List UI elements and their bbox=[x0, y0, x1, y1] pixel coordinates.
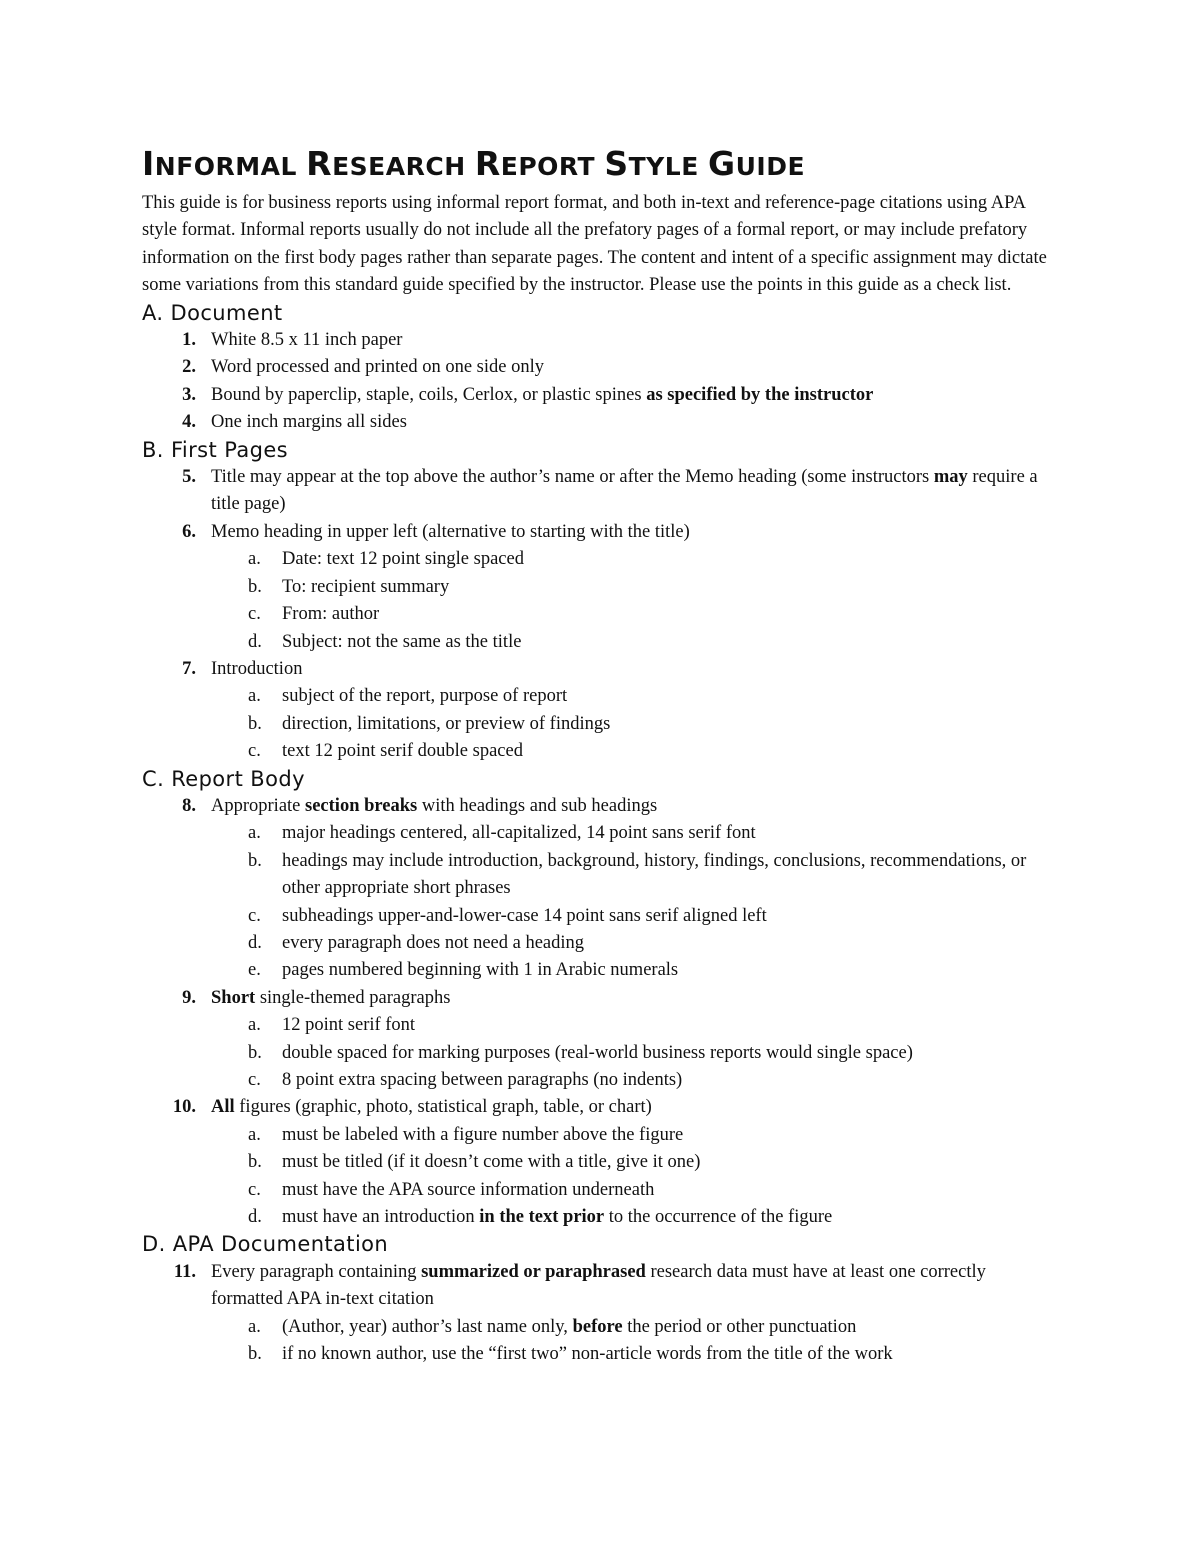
item-number: 11. bbox=[173, 1261, 196, 1282]
item-text bbox=[211, 385, 873, 405]
guide-sections bbox=[142, 300, 1062, 1369]
sub-item-text: must have the APA source information underneath bbox=[282, 1179, 655, 1200]
sub-item-text bbox=[282, 1207, 832, 1227]
item-number: 5. bbox=[182, 467, 196, 488]
sub-list-item bbox=[142, 1341, 1062, 1368]
item-number: 4. bbox=[182, 412, 196, 433]
sub-list-item bbox=[142, 957, 1062, 984]
bold-text: as specified by the instructor bbox=[646, 384, 874, 405]
sub-item-letter: b. bbox=[248, 713, 262, 734]
sub-item-text: direction, limitations, or preview of findings bbox=[282, 713, 611, 734]
sub-item-letter: b. bbox=[248, 850, 262, 871]
item-text bbox=[211, 1262, 986, 1309]
text-run: Memo heading in upper left (alternative to starting with the title) bbox=[211, 521, 690, 542]
text-run: One inch margins all sides bbox=[211, 412, 407, 433]
sub-item-letter: a. bbox=[248, 549, 261, 570]
page-title: INFORMAL RESEARCH REPORT STYLE GUIDE bbox=[142, 144, 806, 183]
item-number: 2. bbox=[182, 357, 196, 378]
item-text bbox=[211, 988, 450, 1008]
sub-item-letter: b. bbox=[248, 576, 262, 597]
text-run: with headings and sub headings bbox=[417, 795, 658, 816]
sub-item-text: pages numbered beginning with 1 in Arabic numerals bbox=[282, 960, 679, 981]
item-text bbox=[211, 522, 690, 542]
sub-list-item bbox=[142, 738, 1062, 765]
bold-text: section breaks bbox=[305, 795, 418, 816]
sub-item-letter: c. bbox=[248, 604, 261, 625]
sub-item-letter: a. bbox=[248, 1316, 261, 1337]
sub-item-text: if no known author, use the “first two” non-article words from the title of the work bbox=[282, 1344, 893, 1365]
bold-text: Short bbox=[211, 987, 256, 1008]
numbered-list bbox=[142, 1259, 1062, 1369]
list-item bbox=[142, 354, 1062, 381]
list-item bbox=[142, 519, 1062, 656]
sub-item-text: Subject: not the same as the title bbox=[282, 631, 522, 652]
section-heading: D. APA Documentation bbox=[142, 1232, 389, 1257]
text-run: Appropriate bbox=[211, 795, 306, 816]
numbered-list bbox=[142, 464, 1062, 765]
list-item bbox=[142, 1094, 1062, 1231]
sub-list-item bbox=[142, 1040, 1062, 1067]
sub-item-text: headings may include introduction, background, history, findings, conclusions, recommendations, or other appropriate short phrases bbox=[282, 850, 1027, 899]
sub-list-item bbox=[142, 683, 1062, 710]
text-run: must have an introduction bbox=[282, 1207, 480, 1228]
sub-item-letter: d. bbox=[248, 1207, 262, 1228]
text-run: Introduction bbox=[211, 658, 303, 679]
lettered-sublist bbox=[211, 1314, 1062, 1369]
sub-list-item bbox=[142, 711, 1062, 738]
item-number: 6. bbox=[182, 521, 196, 542]
sub-list-item bbox=[142, 1149, 1062, 1176]
sub-item-text: every paragraph does not need a heading bbox=[282, 932, 585, 953]
item-number: 10. bbox=[172, 1097, 196, 1118]
text-run: figures (graphic, photo, statistical graph, table, or chart) bbox=[234, 1097, 652, 1118]
numbered-list bbox=[142, 327, 1062, 437]
section-heading: B. First Pages bbox=[142, 437, 289, 462]
item-text bbox=[211, 330, 402, 350]
sub-item-letter: b. bbox=[248, 1042, 262, 1063]
sub-item-text: must be titled (if it doesn’t come with a title, give it one) bbox=[282, 1152, 701, 1173]
item-text bbox=[211, 1097, 652, 1117]
bold-text: before bbox=[572, 1316, 623, 1337]
sub-list-item bbox=[142, 1177, 1062, 1204]
text-run: single-themed paragraphs bbox=[255, 987, 451, 1008]
sub-list-item bbox=[142, 903, 1062, 930]
lettered-sublist bbox=[211, 1122, 1062, 1232]
text-run: require a title page) bbox=[211, 467, 1038, 515]
section-heading: C. Report Body bbox=[142, 766, 305, 791]
list-item bbox=[142, 327, 1062, 354]
sub-list-item bbox=[142, 629, 1062, 656]
sub-list-item bbox=[142, 848, 1062, 903]
item-number: 7. bbox=[182, 658, 196, 679]
text-run: (Author, year) author’s last name only, bbox=[282, 1316, 573, 1337]
sub-list-item bbox=[142, 1204, 1062, 1231]
sub-list-item bbox=[142, 574, 1062, 601]
list-item bbox=[142, 985, 1062, 1095]
numbered-list bbox=[142, 793, 1062, 1232]
item-number: 3. bbox=[182, 384, 196, 405]
bold-text: All bbox=[211, 1097, 235, 1118]
bold-text: in the text prior bbox=[479, 1207, 605, 1228]
bold-text: may bbox=[933, 467, 968, 488]
text-run: Word processed and printed on one side only bbox=[211, 357, 544, 378]
sub-item-letter: a. bbox=[248, 823, 261, 844]
item-text bbox=[211, 796, 657, 816]
sub-list-item bbox=[142, 820, 1062, 847]
sub-list-item bbox=[142, 546, 1062, 573]
item-number: 8. bbox=[182, 795, 196, 816]
section-heading: A. Document bbox=[142, 300, 283, 325]
sub-list-item bbox=[142, 601, 1062, 628]
sub-list-item bbox=[142, 930, 1062, 957]
sub-item-letter: a. bbox=[248, 686, 261, 707]
sub-item-text: 12 point serif font bbox=[282, 1015, 416, 1036]
sub-item-letter: b. bbox=[248, 1344, 262, 1365]
sub-item-letter: a. bbox=[248, 1015, 261, 1036]
sub-item-letter: b. bbox=[248, 1152, 262, 1173]
sub-item-letter: a. bbox=[248, 1124, 261, 1145]
text-run: Every paragraph containing bbox=[211, 1261, 422, 1282]
sub-list-item bbox=[142, 1012, 1062, 1039]
item-text bbox=[211, 357, 544, 377]
list-item bbox=[142, 793, 1062, 985]
sub-list-item bbox=[142, 1122, 1062, 1149]
list-item bbox=[142, 656, 1062, 766]
sub-item-letter: d. bbox=[248, 932, 262, 953]
lettered-sublist bbox=[211, 683, 1062, 765]
sub-item-text: double spaced for marking purposes (real-world business reports would single space) bbox=[282, 1042, 913, 1063]
sub-item-text: subheadings upper-and-lower-case 14 point sans serif aligned left bbox=[282, 905, 767, 926]
text-run: research data must have at least one correctly formatted APA in-text citation bbox=[211, 1261, 986, 1310]
sub-item-letter: d. bbox=[248, 631, 262, 652]
list-item bbox=[142, 382, 1062, 409]
sub-list-item bbox=[142, 1314, 1062, 1341]
list-item bbox=[142, 409, 1062, 436]
item-text bbox=[211, 659, 302, 679]
sub-item-letter: c. bbox=[248, 741, 261, 762]
text-run: White 8.5 x 11 inch paper bbox=[211, 330, 403, 351]
lettered-sublist bbox=[211, 1012, 1062, 1094]
sub-item-text: From: author bbox=[282, 604, 380, 625]
text-run: the period or other punctuation bbox=[622, 1316, 857, 1337]
document-content bbox=[142, 141, 1062, 1368]
sub-item-letter: c. bbox=[248, 1070, 261, 1090]
text-run: Title may appear at the top above the author’s name or after the Memo heading (some instructors bbox=[211, 467, 934, 488]
sub-item-letter: e. bbox=[248, 960, 261, 981]
sub-list-item bbox=[142, 1067, 1062, 1094]
sub-item-letter: c. bbox=[248, 1179, 261, 1200]
item-text bbox=[211, 467, 1038, 514]
sub-item-text: text 12 point serif double spaced bbox=[282, 741, 523, 762]
intro-paragraph: This guide is for business reports using informal report format, and both in-text and reference-page citations using APA style format. Informal reports usually do not include all the prefatory pages of a formal report, or may include prefatory information on the first body pages rather than separate pages. The content and intent of a specific assignment may dictate some variations from this standard guide specified by the instructor. Please use the points in this guide as a check list. bbox=[142, 193, 1047, 296]
lettered-sublist bbox=[211, 820, 1062, 984]
sub-item-text bbox=[282, 1317, 856, 1337]
sub-item-text: major headings centered, all-capitalized, 14 point sans serif font bbox=[282, 823, 756, 844]
sub-item-text: To: recipient summary bbox=[282, 576, 450, 597]
sub-item-text: subject of the report, purpose of report bbox=[282, 686, 568, 707]
text-run: Bound by paperclip, staple, coils, Cerlox, or plastic spines bbox=[211, 384, 647, 405]
sub-item-text: Date: text 12 point single spaced bbox=[282, 549, 524, 570]
lettered-sublist bbox=[211, 546, 1062, 656]
item-number: 9. bbox=[182, 987, 196, 1008]
bold-text: summarized or paraphrased bbox=[421, 1261, 646, 1282]
list-item bbox=[142, 464, 1062, 519]
item-text bbox=[211, 412, 407, 432]
sub-item-text: 8 point extra spacing between paragraphs (no indents) bbox=[282, 1070, 683, 1090]
sub-item-text: must be labeled with a figure number above the figure bbox=[282, 1124, 684, 1145]
list-item bbox=[142, 1259, 1062, 1369]
sub-item-letter: c. bbox=[248, 905, 261, 926]
item-number: 1. bbox=[182, 330, 196, 351]
text-run: to the occurrence of the figure bbox=[604, 1207, 833, 1228]
